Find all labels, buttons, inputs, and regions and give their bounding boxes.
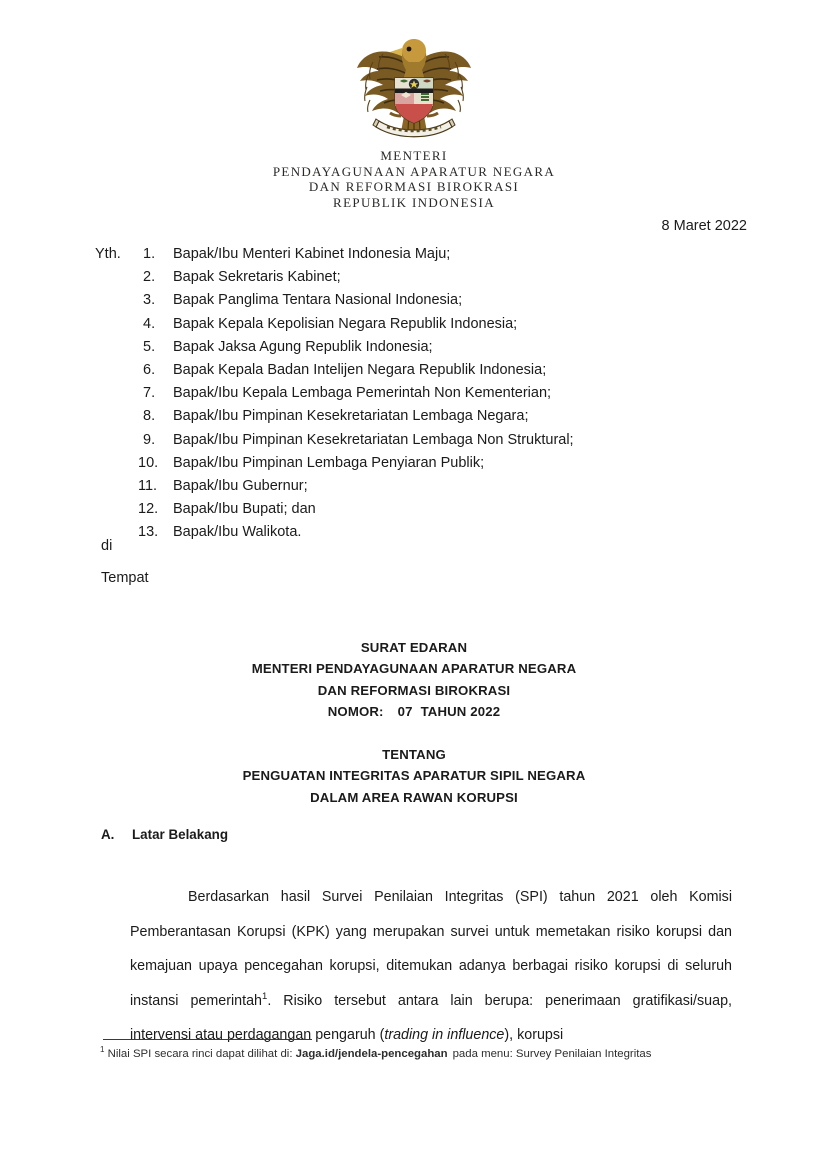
title-block (0, 637, 828, 723)
recipient-number: 10. (138, 454, 159, 471)
letterhead-line-3: DAN REFORMASI BIROKRASI (308, 179, 520, 194)
footnote-text-before: Nilai SPI secara rinci dapat dilihat di: (107, 1048, 293, 1060)
body-paragraph (130, 880, 732, 1053)
body-text-part-3: ), korupsi (504, 1027, 564, 1044)
recipient-text: Bapak/Ibu Bupati; dan (173, 501, 316, 518)
footnote (100, 1046, 760, 1062)
recipient-number: 5. (143, 338, 156, 355)
recipient-number: 11. (138, 478, 158, 495)
footnote-link[interactable]: Jaga.id/jendela-pencegahan (295, 1048, 448, 1060)
list-item (95, 336, 795, 359)
nomor-value: 07 (397, 704, 413, 720)
letterhead-line-1: MENTERI (380, 148, 448, 163)
tentang-block (0, 744, 828, 808)
recipients-block (95, 243, 795, 545)
tentang-line-2: DALAM AREA RAWAN KORUPSI (310, 789, 518, 805)
recipient-text: Bapak/Ibu Pimpinan Kesekretariatan Lembaga Non Struktural; (173, 431, 574, 448)
garuda-pancasila-emblem (353, 26, 475, 144)
title-ministry-line-2: DAN REFORMASI BIROKRASI (317, 682, 511, 698)
tentang-heading: TENTANG (382, 747, 446, 762)
recipient-text: Bapak/Ibu Walikota. (173, 524, 302, 541)
recipient-text: Bapak Kepala Badan Intelijen Negara Republik Indonesia; (173, 362, 547, 379)
list-item (95, 289, 795, 312)
letter-date: 8 Maret 2022 (661, 218, 747, 234)
recipient-text: Bapak/Ibu Pimpinan Lembaga Penyiaran Publik; (173, 454, 485, 471)
section-heading-a (101, 827, 228, 842)
recipients-list (95, 243, 795, 545)
recipient-text: Bapak Sekretaris Kabinet; (173, 269, 341, 286)
recipient-text: Bapak/Ibu Gubernur; (173, 478, 308, 495)
title-ministry-line-1: MENTERI PENDAYAGUNAAN APARATUR NEGARA (251, 661, 577, 677)
section-letter: A. (101, 827, 115, 842)
recipient-number: 2. (143, 269, 156, 286)
letterhead (0, 148, 828, 210)
list-item (95, 313, 795, 336)
recipient-text: Bapak Panglima Tentara Nasional Indonesia; (173, 292, 463, 309)
address-tempat: Tempat (101, 570, 149, 586)
body-text-part-1: Berdasarkan hasil Survei Penilaian Integritas (SPI) tahun 2021 oleh Komisi Pemberantasan Korupsi (KPK) yang merupakan survei untuk memetakan risiko korupsi dan kemajuan upaya pencegahan korupsi, ditemukan adanya berbagai risiko korupsi di seluruh instansi pemerintah (130, 889, 732, 1009)
recipient-number: 13. (138, 524, 159, 541)
recipient-text: Bapak/Ibu Pimpinan Kesekretariatan Lembaga Negara; (173, 408, 529, 425)
letterhead-line-2: PENDAYAGUNAAN APARATUR NEGARA (272, 163, 556, 179)
list-item (95, 243, 795, 266)
list-item (95, 452, 795, 475)
recipients-label: Yth. (95, 246, 121, 262)
recipient-number: 3. (143, 292, 156, 309)
title-nomor-line (0, 701, 828, 722)
recipient-text: Bapak Kepala Kepolisian Negara Republik Indonesia; (173, 315, 518, 332)
recipient-number: 1. (143, 246, 156, 262)
footnote-separator (103, 1039, 312, 1040)
recipient-text: Bapak Jaksa Agung Republik Indonesia; (173, 338, 433, 355)
list-item (95, 498, 795, 521)
title-surat-edaran: SURAT EDARAN (360, 640, 468, 655)
tentang-line-1: PENGUATAN INTEGRITAS APARATUR SIPIL NEGARA (242, 768, 586, 784)
body-text-italic: trading in influence (384, 1027, 505, 1044)
letterhead-line-4: REPUBLIK INDONESIA (333, 194, 495, 210)
list-item (95, 429, 795, 452)
footnote-text-after: pada menu: Survey Penilaian Integritas (452, 1048, 652, 1060)
recipient-number: 4. (143, 315, 156, 332)
list-item (95, 266, 795, 289)
footnote-reference: 1 (262, 991, 268, 1003)
address-di: di (101, 538, 113, 554)
recipient-number: 9. (143, 431, 156, 448)
list-item (95, 405, 795, 428)
recipient-text: Bapak/Ibu Menteri Kabinet Indonesia Maju; (173, 246, 451, 262)
recipient-number: 8. (143, 408, 156, 425)
recipient-number: 7. (143, 385, 156, 402)
body-text-part-2: . Risiko tersebut antara lain berupa: penerimaan gratifikasi/suap, intervensi atau perdagangan pengaruh ( (130, 992, 732, 1044)
list-item (95, 382, 795, 405)
section-title: Latar Belakang (132, 827, 229, 842)
list-item (95, 475, 795, 498)
recipient-text: Bapak/Ibu Kepala Lembaga Pemerintah Non Kementerian; (173, 385, 552, 402)
recipient-number: 12. (138, 501, 159, 518)
list-item (95, 521, 795, 544)
emblem-container (0, 26, 828, 144)
nomor-label: NOMOR: (327, 704, 384, 720)
footnote-marker: 1 (100, 1045, 105, 1055)
nomor-tahun: TAHUN 2022 (420, 704, 501, 720)
list-item (95, 359, 795, 382)
recipient-number: 6. (143, 362, 156, 379)
